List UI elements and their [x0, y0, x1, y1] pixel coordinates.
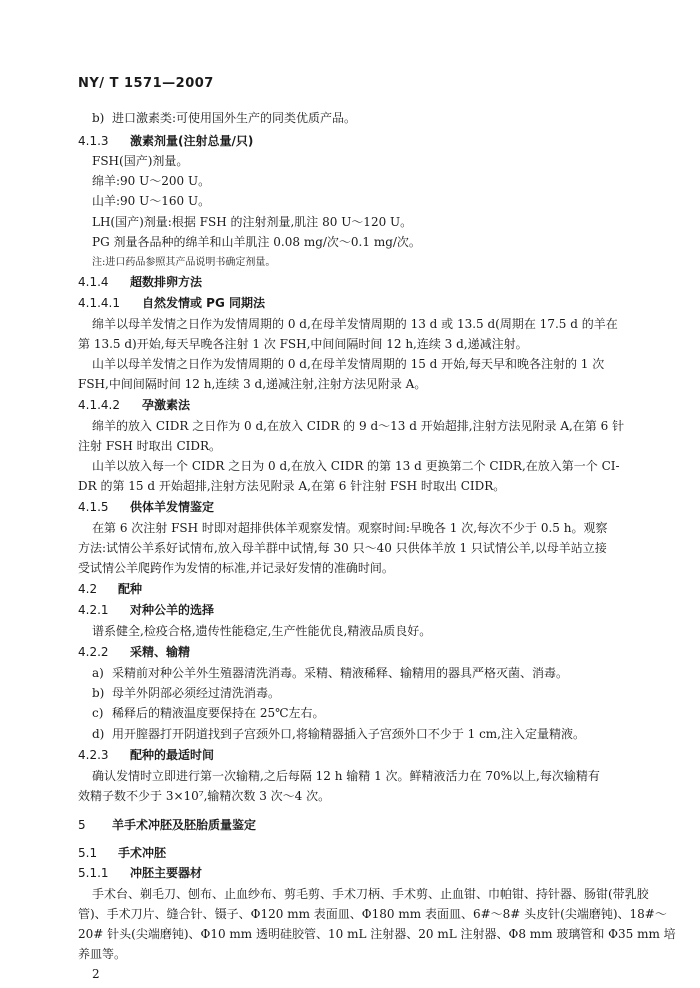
list-item-b: [92, 111, 356, 126]
paragraph-line: PG 剂量各品种的绵羊和山羊肌注 0.08 mg/次～0.1 mg/次。: [92, 235, 421, 249]
paragraph-line: 第 13.5 d)开始,每天早晚各注射 1 次 FSH,中间间隔时间 12 h,连续 3 d,递减注射。: [78, 337, 528, 351]
paragraph-line: 山羊以放入每一个 CIDR 之日为 0 d,在放入 CIDR 的第 13 d 更换第二个 CIDR,在放入第一个 CI-: [92, 459, 620, 473]
section-title: 手术冲胚: [118, 846, 167, 860]
list-item-c: [92, 706, 325, 721]
list-item-text: 进口激素类:可使用国外生产的同类优质产品。: [112, 111, 357, 125]
paragraph-line: 效精子数不少于 3×10⁷,输精次数 3 次～4 次。: [78, 789, 331, 803]
section-heading-4-1-4-2: [78, 398, 190, 413]
section-number: 5: [78, 818, 86, 832]
paragraph-line: 确认发情时立即进行第一次输精,之后每隔 12 h 输精 1 次。鲜精液活力在 70%以上,每次输精有: [92, 769, 600, 783]
list-item-text: 采精前对种公羊外生殖器清洗消毒。采精、精液稀释、输精用的器具严格灭菌、消毒。: [112, 666, 569, 680]
section-title: 供体羊发情鉴定: [130, 500, 215, 514]
section-number: 4.2.3: [78, 748, 109, 762]
section-heading-4-2-2: [78, 645, 190, 660]
section-number: 4.2: [78, 582, 98, 596]
section-heading-5: [78, 818, 256, 833]
list-item-b: [92, 686, 280, 701]
section-number: 4.2.1: [78, 603, 109, 617]
paragraph-line: 山羊以母羊发情之日作为发情周期的 0 d,在母羊发情周期的 15 d 开始,每天早和晚各注射的 1 次: [92, 357, 605, 371]
paragraph-line: DR 的第 15 d 开始超排,注射方法见附录 A,在第 6 针注射 FSH 时取出 CIDR。: [78, 479, 506, 493]
paragraph-line: 管)、手术刀片、缝合针、镊子、Φ120 mm 表面皿、Φ180 mm 表面皿、6#～8# 头皮针(尖端磨钝)、18#～: [78, 907, 667, 921]
list-marker: b): [92, 111, 105, 125]
paragraph-line: LH(国产)剂量:根据 FSH 的注射剂量,肌注 80 U～120 U。: [92, 215, 413, 229]
section-heading-5-1: [78, 846, 166, 861]
section-number: 4.1.4: [78, 275, 109, 289]
list-item-text: 稀释后的精液温度要保持在 25℃左右。: [112, 706, 325, 720]
paragraph-line: 注射 FSH 时取出 CIDR。: [78, 439, 222, 453]
section-title: 冲胚主要器材: [130, 866, 203, 880]
section-heading-4-1-4-1: [78, 296, 265, 311]
list-item-a: [92, 666, 568, 681]
paragraph-line: 方法:试情公羊系好试情布,放入母羊群中试情,每 30 只～40 只供体羊放 1 只试情公羊,以母羊站立接: [78, 541, 607, 555]
section-title: 配种: [118, 582, 143, 596]
section-title: 采精、输精: [130, 645, 191, 659]
paragraph-line: 20# 针头(尖端磨钝)、Φ10 mm 透明硅胶管、10 mL 注射器、20 mL 注射器、Φ8 mm 玻璃管和 Φ35 mm 培: [78, 927, 676, 941]
section-number: 4.2.2: [78, 645, 109, 659]
list-marker: b): [92, 686, 105, 700]
section-title: 激素剂量(注射总量/只): [130, 134, 254, 148]
paragraph-line: 受试情公羊爬跨作为发情的标准,并记录好发情的准确时间。: [78, 561, 394, 575]
section-number: 5.1.1: [78, 866, 109, 880]
standard-number-header: NY/ T 1571—2007: [78, 76, 214, 91]
paragraph-line: 绵羊的放入 CIDR 之日作为 0 d,在放入 CIDR 的 9 d～13 d 开始超排,注射方法见附录 A,在第 6 针: [92, 419, 625, 433]
paragraph-line: 绵羊以母羊发情之日作为发情周期的 0 d,在母羊发情周期的 13 d 或 13.5 d(周期在 17.5 d 的羊在: [92, 317, 618, 331]
list-marker: d): [92, 727, 105, 741]
list-item-text: 母羊外阴部必须经过清洗消毒。: [112, 686, 281, 700]
paragraph-line: FSH,中间间隔时间 12 h,连续 3 d,递减注射,注射方法见附录 A。: [78, 377, 427, 391]
section-number: 4.1.4.1: [78, 296, 120, 310]
list-item-d: [92, 727, 585, 742]
section-heading-4-1-3: [78, 134, 253, 149]
section-heading-4-2-3: [78, 748, 214, 763]
section-number: 4.1.5: [78, 500, 109, 514]
section-heading-5-1-1: [78, 866, 202, 881]
paragraph-line: 养皿等。: [78, 947, 127, 961]
list-item-text: 用开膣器打开阴道找到子宫颈外口,将输精器插入子宫颈外口不少于 1 cm,注入定量精液。: [112, 727, 585, 741]
section-heading-4-1-5: [78, 500, 214, 515]
list-marker: a): [92, 666, 104, 680]
page-number: 2: [92, 967, 100, 981]
section-title: 羊手术冲胚及胚胎质量鉴定: [112, 818, 257, 832]
section-heading-4-1-4: [78, 275, 202, 290]
section-title: 配种的最适时间: [130, 748, 215, 762]
section-title: 孕激素法: [142, 398, 191, 412]
section-title: 自然发情或 PG 同期法: [142, 296, 266, 310]
list-marker: c): [92, 706, 104, 720]
section-title: 超数排卵方法: [130, 275, 203, 289]
paragraph-line: 谱系健全,检疫合格,遗传性能稳定,生产性能优良,精液品质良好。: [92, 624, 432, 638]
paragraph-line: 手术台、剃毛刀、刨布、止血纱布、剪毛剪、手术刀柄、手术剪、止血钳、巾帕钳、持针器、肠钳(带乳胶: [92, 887, 649, 901]
section-number: 5.1: [78, 846, 98, 860]
paragraph-line: 山羊:90 U～160 U。: [92, 194, 211, 208]
paragraph-line: FSH(国产)剂量。: [92, 154, 189, 168]
section-heading-4-2-1: [78, 603, 214, 618]
paragraph-line: 绵羊:90 U～200 U。: [92, 174, 211, 188]
section-number: 4.1.3: [78, 134, 109, 148]
section-title: 对种公羊的选择: [130, 603, 215, 617]
section-number: 4.1.4.2: [78, 398, 120, 412]
paragraph-line: 在第 6 次注射 FSH 时即对超排供体羊观察发情。观察时间:早晚各 1 次,每次不少于 0.5 h。观察: [92, 521, 608, 535]
section-heading-4-2: [78, 582, 142, 597]
note-line: 注:进口药品参照其产品说明书确定剂量。: [92, 257, 276, 268]
